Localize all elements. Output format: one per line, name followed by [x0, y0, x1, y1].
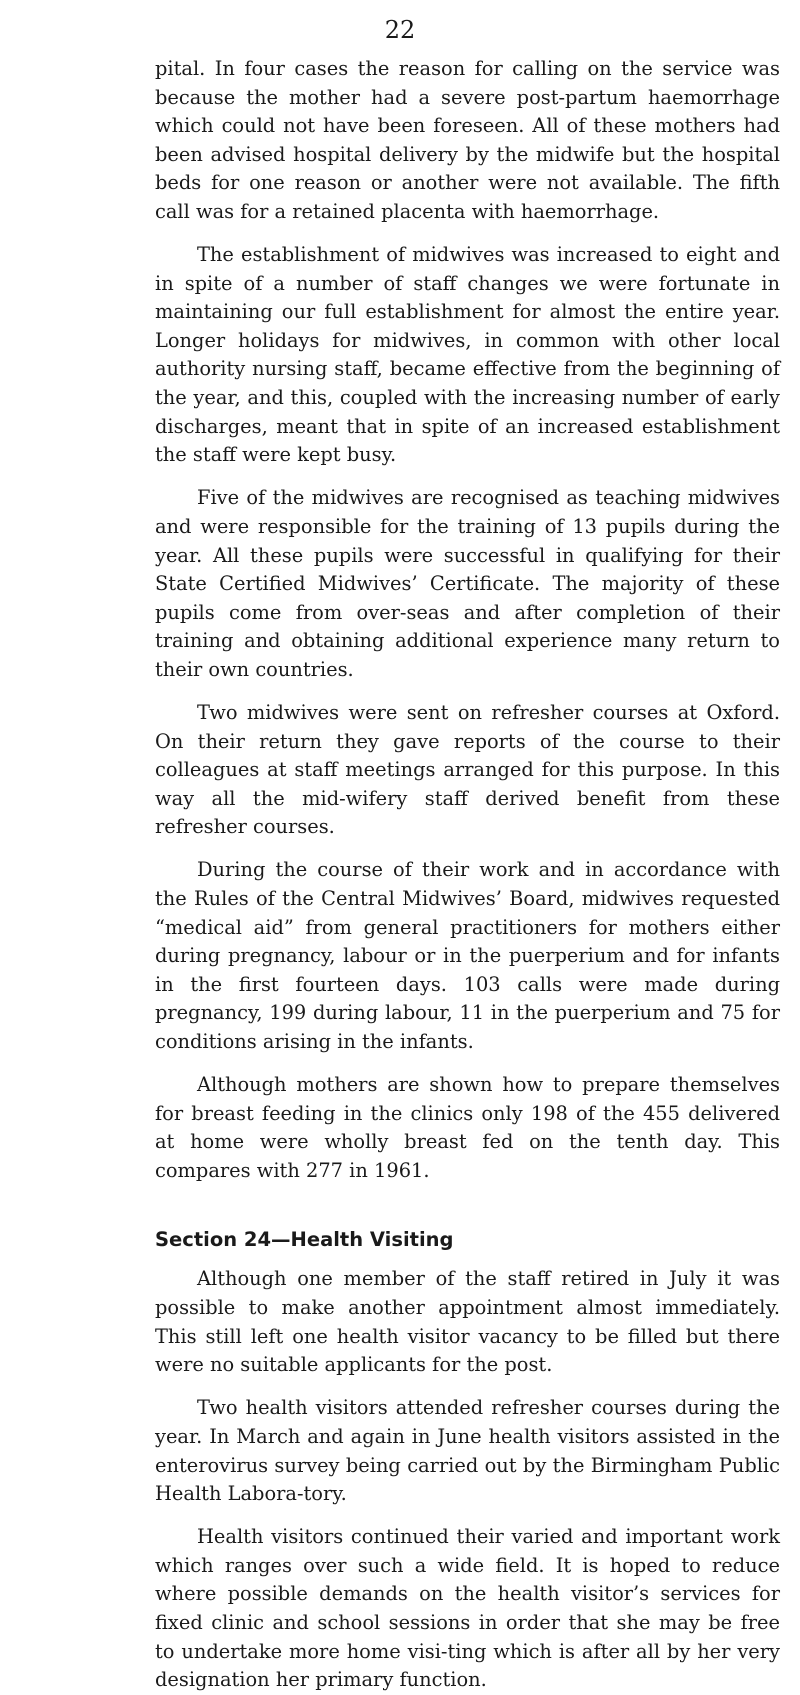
- paragraph-health-visitor-work: Health visitors continued their varied and important work which ranges over such a wide field. It is hoped to reduce where possible demands on the health visitor’s services for fixed clinic and school sessions in order that she may be free to undertake more home visi-ting which is after all by her very designation her primary function.: [155, 1525, 780, 1692]
- paragraph-breast-feeding: Although mothers are shown how to prepare themselves for breast feeding in the clinics only 198 of the 455 delivered at home were wholly breast fed on the tenth day. This compares with 277 in 1961.: [155, 1073, 780, 1182]
- paragraph-midwife-establishment: The establishment of midwives was increased to eight and in spite of a number of staff changes we were fortunate in maintaining our full establishment for almost the entire year. Longer holidays for midwives, in common with other local authority nursing staff, became effective from the beginning of the year, and this, coupled with the increasing number of early discharges, meant that in spite of an increased establishment the staff were kept busy.: [155, 243, 780, 467]
- paragraph-enterovirus-survey: Two health visitors attended refresher courses during the year. In March and again in June health visitors assisted in the enterovirus survey being carried out by the Birmingham Public Health Labora-tory.: [155, 1396, 780, 1506]
- section-heading: Section 24—Health Visiting: [155, 1228, 454, 1252]
- paragraph-health-visitor-staff: Although one member of the staff retired in July it was possible to make another appointment almost immediately. This still left one health visitor vacancy to be filled but there were no suitable applicants for the post.: [155, 1267, 780, 1377]
- paragraph-continued-hospital-cases: pital. In four cases the reason for calling on the service was because the mother had a severe post-partum haemorrhage which could not have been foreseen. All of these mothers had been advised hospital delivery by the midwife but the hospital beds for one reason or another were not available. The fifth call was for a retained placenta with haemorrhage.: [155, 57, 780, 223]
- page-body: [155, 55, 780, 1695]
- paragraph-medical-aid: During the course of their work and in accordance with the Rules of the Central Midwives’ Board, midwives requested “medical aid” from general practitioners for mothers either during pregnancy, labour or in the puerperium and for infants in the first fourteen days. 103 calls were made during pregnancy, 199 during labour, 11 in the puerperium and 75 for conditions arising in the infants.: [155, 858, 780, 1053]
- paragraph-refresher-courses: Two midwives were sent on refresher courses at Oxford. On their return they gave reports of the course to their colleagues at staff meetings arranged for this purpose. In this way all the mid-wifery staff derived benefit from these refresher courses.: [155, 700, 780, 839]
- page-number: 22: [384, 16, 416, 44]
- paragraph-teaching-midwives: Five of the midwives are recognised as teaching midwives and were responsible for the training of 13 pupils during the year. All these pupils were successful in qualifying for their State Certified Midwives’ Certificate. The majority of these pupils come from over-seas and after completion of their training and obtaining additional experience many return to their own countries.: [155, 486, 780, 681]
